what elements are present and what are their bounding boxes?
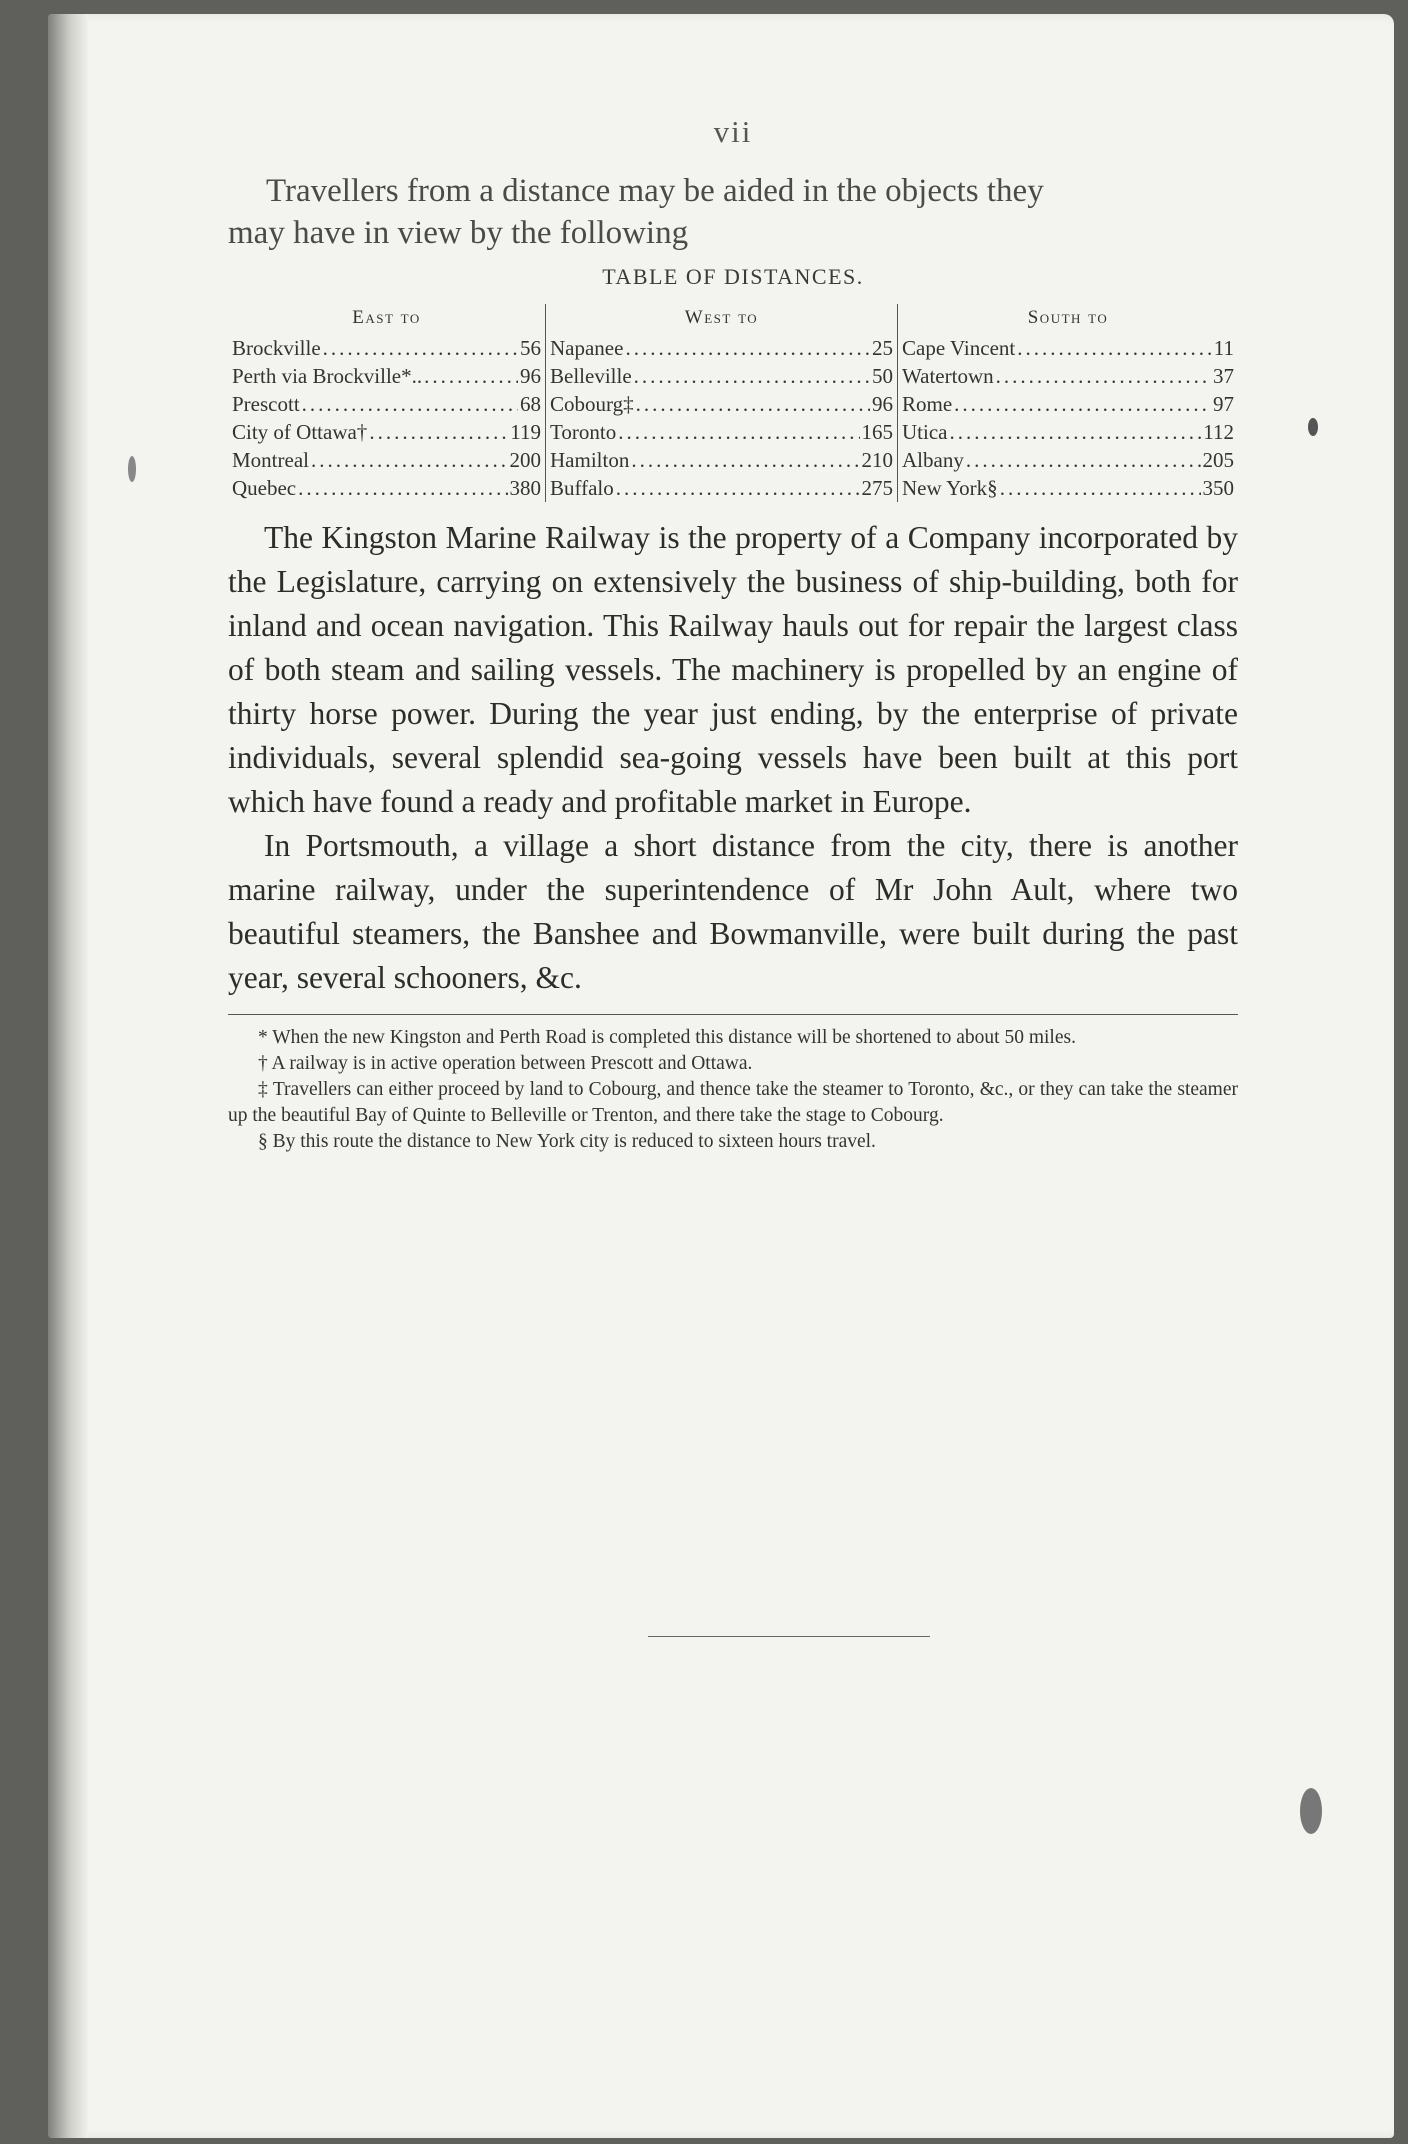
table-row <box>902 474 1234 502</box>
table-row <box>232 390 541 418</box>
table-row <box>902 390 1234 418</box>
place-name: Hamilton <box>550 448 630 472</box>
distance-value: 50 <box>872 364 893 388</box>
leader-dots <box>1017 334 1212 362</box>
distance-value: 96 <box>520 364 541 388</box>
leader-dots <box>966 446 1201 474</box>
distance-value: 210 <box>861 448 893 472</box>
distance-value: 25 <box>872 336 893 360</box>
intro-line-1: Travellers from a distance may be aided in the objects they <box>266 173 1044 209</box>
table-row <box>902 362 1234 390</box>
intro-text <box>228 170 1238 254</box>
distance-value: 56 <box>520 336 541 360</box>
leader-dots <box>302 390 518 418</box>
distance-value: 165 <box>861 420 893 444</box>
leader-dots <box>323 334 518 362</box>
paragraph-portsmouth: In Portsmouth, a village a short distance from the city, there is another marine railway, under the superintendence of Mr John Ault, where two beautiful steamers, the Banshee and Bowmanville, were built during the past year, several schooners, &c. <box>228 828 1238 995</box>
footnote-dagger: † A railway is in active operation between Prescott and Ottawa. <box>258 1053 753 1074</box>
place-name: Belleville <box>550 364 632 388</box>
paragraph-marine-railway: The Kingston Marine Railway is the property of a Company incorporated by the Legislature, carrying on extensively the business of ship-building, both for inland and ocean navigation. This Railway hauls out for repair the largest class of both steam and sailing vessels. The machinery is propelled by an engine of thirty horse power. During the year just ending, by the enterprise of private individuals, several splendid sea-going vessels have been built at this port which have found a ready and profitable market in Europe. <box>228 520 1238 819</box>
leader-dots <box>631 446 859 474</box>
footnote-asterisk: * When the new Kingston and Perth Road is completed this distance will be shortened to about 50 miles. <box>258 1027 1076 1048</box>
leader-dots <box>949 418 1201 446</box>
column-west <box>546 304 898 502</box>
distance-value: 97 <box>1213 392 1234 416</box>
leader-dots <box>996 362 1211 390</box>
table-row <box>550 474 893 502</box>
leader-dots <box>298 474 507 502</box>
column-heading-west: West to <box>684 307 759 328</box>
table-row <box>232 474 541 502</box>
footnotes <box>228 1025 1238 1155</box>
distance-value: 112 <box>1203 420 1234 444</box>
table-row <box>550 334 893 362</box>
distance-value: 380 <box>509 476 541 500</box>
footnote-section: § By this route the distance to New York city is reduced to sixteen hours travel. <box>258 1131 876 1152</box>
place-name: Buffalo <box>550 476 614 500</box>
paper-speck <box>1308 418 1318 436</box>
distance-table <box>228 304 1238 502</box>
body-text <box>228 516 1238 1000</box>
table-row <box>550 418 893 446</box>
table-row <box>232 446 541 474</box>
column-south <box>898 304 1238 502</box>
place-name: Prescott <box>232 392 300 416</box>
place-name: Cape Vincent <box>902 336 1016 360</box>
distance-value: 11 <box>1213 336 1234 360</box>
place-name: Toronto <box>550 420 617 444</box>
place-name: New York§ <box>902 476 998 500</box>
footnote-rule <box>228 1014 1238 1015</box>
leader-dots <box>424 362 518 390</box>
page-content <box>228 114 1238 1155</box>
leader-dots <box>618 418 859 446</box>
distance-value: 119 <box>510 420 541 444</box>
page-number: vii <box>713 114 753 149</box>
place-name: City of Ottawa† <box>232 420 368 444</box>
paper-speck <box>1300 1788 1322 1834</box>
leader-dots <box>616 474 860 502</box>
distance-value: 37 <box>1213 364 1234 388</box>
intro-line-2: may have in view by the following <box>228 215 689 251</box>
distance-value: 96 <box>872 392 893 416</box>
table-row <box>550 446 893 474</box>
place-name: Watertown <box>902 364 994 388</box>
table-title: TABLE OF DISTANCES. <box>602 264 864 289</box>
column-east <box>228 304 546 502</box>
leader-dots <box>1000 474 1201 502</box>
footnote-double-dagger: ‡ Travellers can either proceed by land to Cobourg, and thence take the steamer to Toronto, &c., or they can take the steamer up the beautiful Bay of Quinte to Belleville or Trenton, and there take the stage to Cobourg. <box>228 1079 1238 1126</box>
table-row <box>232 362 541 390</box>
paper-speck <box>128 456 136 482</box>
column-heading-south: South to <box>1027 307 1109 328</box>
table-row <box>902 418 1234 446</box>
table-row <box>902 334 1234 362</box>
place-name: Utica <box>902 420 948 444</box>
book-page <box>48 14 1394 2138</box>
distance-value: 350 <box>1202 476 1234 500</box>
leader-dots <box>625 334 870 362</box>
place-name: Montreal <box>232 448 309 472</box>
leader-dots <box>636 390 870 418</box>
place-name: Cobourg‡ <box>550 392 634 416</box>
table-row <box>232 334 541 362</box>
table-row <box>232 418 541 446</box>
place-name: Quebec <box>232 476 297 500</box>
distance-value: 200 <box>509 448 541 472</box>
distance-value: 68 <box>520 392 541 416</box>
leader-dots <box>954 390 1211 418</box>
table-row <box>550 362 893 390</box>
column-heading-east: East to <box>352 307 421 328</box>
leader-dots <box>634 362 870 390</box>
place-name: Albany <box>902 448 964 472</box>
leader-dots <box>369 418 508 446</box>
book-spine-shadow <box>48 14 88 2138</box>
place-name: Rome <box>902 392 953 416</box>
distance-value: 205 <box>1202 448 1234 472</box>
place-name: Perth via Brockville*.. <box>232 364 423 388</box>
distance-value: 275 <box>861 476 893 500</box>
table-row <box>902 446 1234 474</box>
end-rule <box>648 1636 930 1637</box>
place-name: Brockville <box>232 336 321 360</box>
place-name: Napanee <box>550 336 624 360</box>
table-row <box>550 390 893 418</box>
leader-dots <box>311 446 508 474</box>
